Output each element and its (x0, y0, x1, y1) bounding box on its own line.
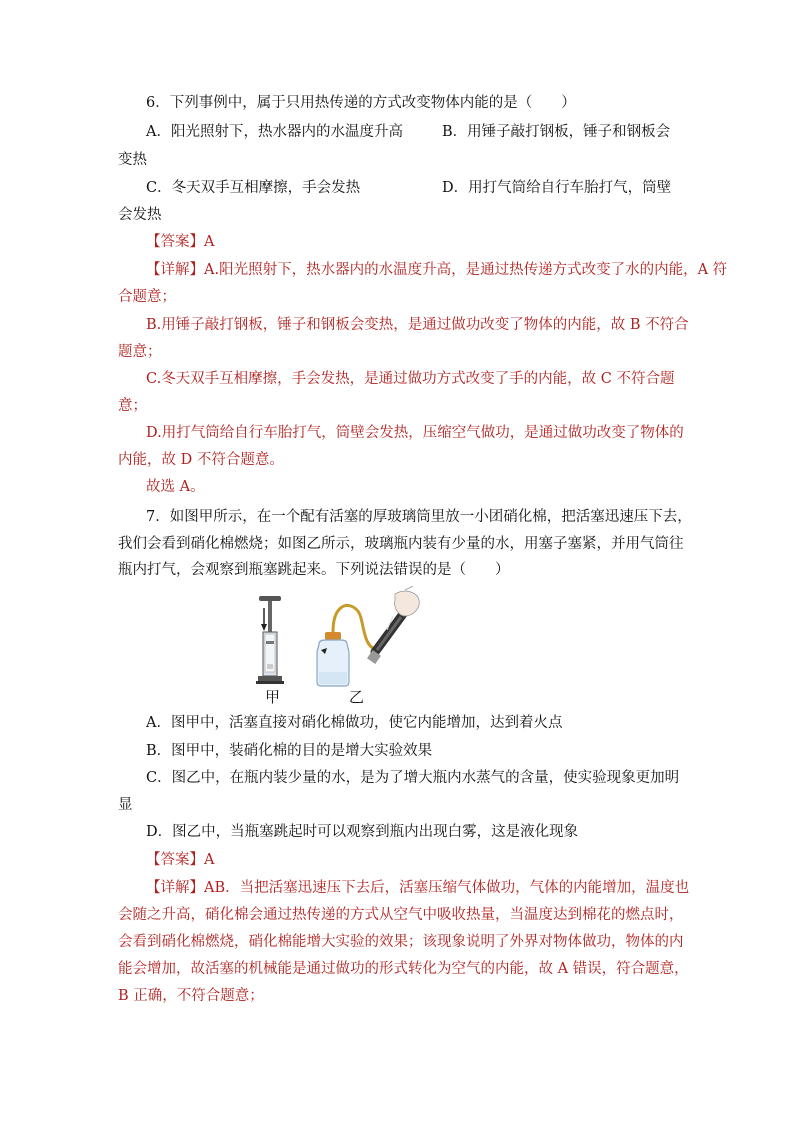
q7-option-b: B．图甲中，装硝化棉的目的是增大实验效果 (146, 743, 433, 759)
q7-explain-4: 能会增加，故活塞的机械能是通过做功的形式转化为空气的内能，故 A 错误，符合题意， (118, 961, 689, 977)
q6-explain-d-cont: 内能，故 D 不符合题意。 (118, 452, 284, 468)
q7-explain-5: B 正确，不符合题意； (118, 988, 264, 1004)
figure-label-jia: 甲 (265, 688, 281, 706)
experiment-illustration (255, 586, 425, 706)
q6-explain-a-cont: 合题意； (118, 289, 176, 305)
q6-explain-b: B.用锤子敲打钢板，锤子和钢板会变热，是通过做功改变了物体的内能，故 B 不符合 (146, 317, 689, 333)
explain-text: AB．当把活塞迅速压下去后，活塞压缩气体做功，气体的内能增加，温度也 (204, 880, 690, 896)
q6-explain-c-cont: 意； (118, 398, 147, 414)
bottle-pump-apparatus (317, 586, 419, 686)
q7-explain-3: 会看到硝化棉燃烧，硝化棉能增大实验的效果；该现象说明了外界对物体做功，物体的内 (118, 934, 684, 950)
q6-option-b-cont: 变热 (118, 152, 147, 168)
q6-option-d: D．用打气筒给自行车胎打气，筒壁 (442, 180, 672, 196)
q6-option-a: A．阳光照射下，热水器内的水温度升高 (146, 124, 403, 140)
figure-label-yi: 乙 (349, 688, 365, 706)
answer-value: A (204, 234, 215, 250)
answer-value: A (204, 852, 215, 868)
explain-text: A.阳光照射下，热水器内的水温度升高，是通过热传递方式改变了水的内能，A 符 (204, 262, 728, 278)
explain-tag: 【详解】 (146, 262, 204, 278)
q6-option-d-cont: 会发热 (118, 207, 162, 223)
q6-option-b: B．用锤子敲打钢板，锤子和钢板会 (442, 124, 671, 140)
experiment-figure (255, 586, 425, 706)
q7-explain-1 (146, 878, 689, 898)
q6-stem: 6．下列事例中，属于只用热传递的方式改变物体内能的是（ ） (146, 95, 576, 111)
answer-tag: 【答案】 (146, 852, 204, 868)
q7-option-a: A．图甲中，活塞直接对硝化棉做功，使它内能增加，达到着火点 (146, 715, 563, 731)
q7-stem-2: 我们会看到硝化棉燃烧；如图乙所示，玻璃瓶内装有少量的水，用塞子塞紧，并用气筒往 (118, 536, 684, 552)
q7-option-c: C．图乙中，在瓶内装少量的水，是为了增大瓶内水蒸气的含量，使实验现象更加明 (146, 770, 680, 786)
answer-tag: 【答案】 (146, 234, 204, 250)
q7-explain-2: 会随之升高，硝化棉会通过热传递的方式从空气中吸收热量，当温度达到棉花的燃点时， (118, 907, 684, 923)
q7-option-d: D．图乙中，当瓶塞跳起时可以观察到瓶内出现白雾，这是液化现象 (146, 824, 579, 840)
q6-explain-b-cont: 题意； (118, 344, 162, 360)
q7-stem-3: 瓶内打气，会观察到瓶塞跳起来。下列说法错误的是（ ） (118, 562, 510, 578)
q7-stem-1: 7．如图甲所示，在一个配有活塞的厚玻璃筒里放一小团硝化棉，把活塞迅速压下去， (146, 509, 692, 525)
piston-cylinder-apparatus (256, 596, 284, 684)
q6-option-c: C．冬天双手互相摩擦，手会发热 (146, 180, 361, 196)
q6-conclusion: 故选 A。 (146, 479, 205, 495)
q6-explain-d: D.用打气筒给自行车胎打气，筒壁会发热，压缩空气做功，是通过做功改变了物体的 (146, 425, 684, 441)
explain-tag: 【详解】 (146, 880, 204, 896)
q6-explain-a (146, 260, 727, 280)
q7-option-c-cont: 显 (118, 797, 133, 813)
q7-answer (146, 850, 214, 870)
q6-answer (146, 232, 214, 252)
q6-explain-c: C.冬天双手互相摩擦，手会发热，是通过做功方式改变了手的内能，故 C 不符合题 (146, 371, 675, 387)
